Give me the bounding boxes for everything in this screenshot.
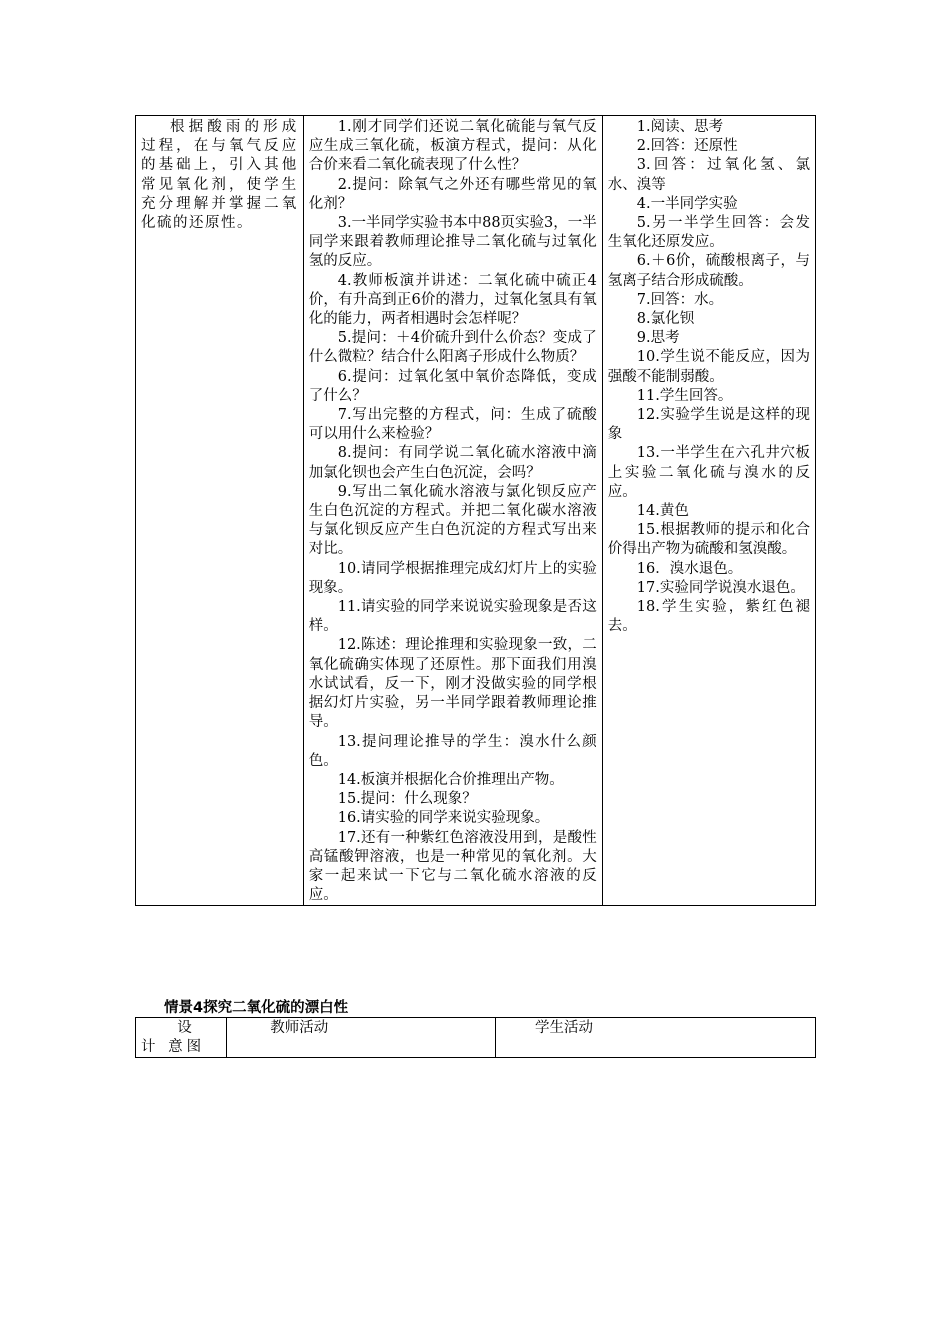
student-step: 6.＋6价，硫酸根离子，与氢离子结合形成硫酸。	[607, 253, 810, 289]
design-intent-header-text: 设 计 意图	[141, 1020, 206, 1055]
student-activity-cell	[602, 116, 815, 906]
student-step: 3.回答：过氧化氢、氯水、溴等	[607, 157, 810, 193]
student-step: 18.学生实验，紫红色褪去。	[607, 599, 810, 635]
table-row	[136, 116, 816, 906]
student-step: 2.回答：还原性	[636, 138, 738, 155]
student-step: 8.氯化钡	[636, 311, 695, 328]
student-step: 11.学生回答。	[636, 387, 733, 404]
teacher-step: 6.提问：过氧化氢中氧价态降低，变成了什么？	[308, 368, 597, 404]
teacher-step: 12.陈述：理论推理和实验现象一致，二氧化硫确实体现了还原性。那下面我们用溴水试试看，反一下，刚才没做实验的同学根据幻灯片实验，另一半同学跟着教师理论推导。	[308, 637, 597, 731]
teacher-step: 5.提问：＋4价硫升到什么价态？变成了什么微粒？结合什么阳离子形成什么物质？	[308, 330, 597, 366]
teacher-step: 13.提问理论推导的学生：溴水什么颜色。	[308, 733, 597, 769]
table-header-row	[136, 1018, 816, 1058]
student-step: 9.思考	[636, 330, 680, 347]
teacher-step: 1.刚才同学们还说二氧化硫能与氧气反应生成三氧化硫，板演方程式，提问：从化合价来看二氧化硫表现了什么性？	[308, 119, 597, 174]
teacher-step: 16.请实验的同学来说实验现象。	[337, 810, 550, 827]
teacher-step: 2.提问：除氧气之外还有哪些常见的氧化剂？	[308, 176, 597, 212]
section-heading: 情景4探究二氧化硫的漂白性	[164, 1000, 349, 1016]
teacher-step: 8.提问：有同学说二氧化硫水溶液中滴加氯化钡也会产生白色沉淀，会吗？	[308, 445, 597, 481]
teacher-step: 15.提问：什么现象？	[337, 791, 477, 808]
design-intent-header	[136, 1018, 227, 1058]
teacher-step: 9.写出二氧化硫水溶液与氯化钡反应产生白色沉淀的方程式。并把二氧化碳水溶液与氯化钡反应产生白色沉淀的方程式写出来对比。	[308, 483, 597, 558]
student-step: 7.回答：水。	[636, 291, 724, 308]
student-activity-header-text: 学生活动	[535, 1020, 594, 1036]
student-activity-header	[496, 1018, 816, 1058]
teacher-step: 17.还有一种紫红色溶液没用到，是酸性高锰酸钾溶液，也是一种常见的氧化剂。大家一起来试一下它与二氧化硫水溶液的反应。	[308, 829, 597, 904]
student-step: 4.一半同学实验	[636, 195, 738, 212]
teacher-step: 3.一半同学实验书本中88页实验3，一半同学来跟着教师理论推导二氧化硫与过氧化氢的反应。	[308, 215, 597, 270]
student-step: 13.一半学生在六孔井穴板上实验二氧化硫与溴水的反应。	[607, 445, 810, 500]
student-step: 10.学生说不能反应，因为强酸不能制弱酸。	[607, 349, 810, 385]
teacher-step: 4.教师板演并讲述：二氧化硫中硫正4价，有升高到正6价的潜力，过氧化氢具有氧化的能力，两者相遇时会怎样呢？	[308, 272, 597, 328]
teacher-step: 10.请同学根据推理完成幻灯片上的实验现象。	[308, 560, 597, 596]
student-step: 15.根据教师的提示和化合价得出产物为硫酸和氢溴酸。	[607, 522, 810, 558]
student-step: 14.黄色	[636, 503, 689, 520]
teacher-activity-header-text: 教师活动	[270, 1020, 329, 1036]
design-intent-cell	[136, 116, 304, 906]
student-step: 16．溴水退色。	[636, 560, 743, 577]
section-table	[135, 1017, 816, 1058]
student-step: 1.阅读、思考	[636, 119, 724, 135]
lesson-table	[135, 115, 816, 906]
teacher-step: 11.请实验的同学来说说实验现象是否这样。	[308, 599, 597, 635]
teacher-activity-cell	[303, 116, 602, 906]
design-intent-text: 根据酸雨的形成过程，在与氧气反应的基础上，引入其他常见氧化剂，使学生充分理解并掌握二氧化硫的还原性。	[141, 119, 298, 232]
student-step: 5.另一半学生回答：会发生氧化还原发应。	[607, 215, 810, 251]
student-step: 12.实验学生说是这样的现象	[607, 407, 810, 443]
teacher-activity-header	[227, 1018, 496, 1058]
teacher-step: 7.写出完整的方程式，问：生成了硫酸可以用什么来检验？	[308, 407, 597, 443]
student-step: 17.实验同学说溴水退色。	[636, 579, 805, 596]
teacher-step: 14.板演并根据化合价推理出产物。	[337, 771, 564, 788]
